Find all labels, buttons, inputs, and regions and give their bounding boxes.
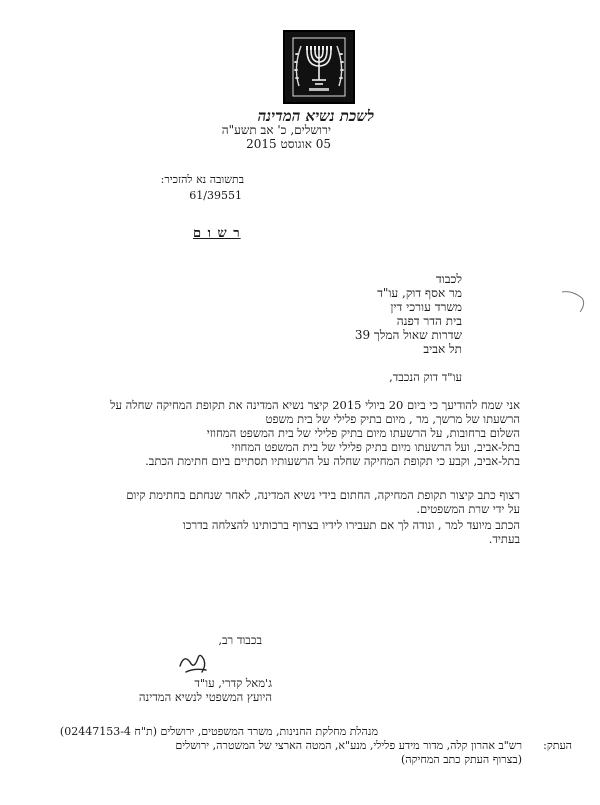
body-line: בעתיד. (488, 532, 520, 546)
registered-mail-label: ר ש ו ם (193, 226, 241, 241)
paper-mark (560, 288, 588, 314)
body-line: הרשעתו של מרשך, מר , מיום בתיק פלילי של בית משפט (265, 412, 520, 426)
office-name: לשכת נשיא המדינה (257, 107, 374, 125)
addressee-to: לכבוד (435, 272, 462, 286)
salutation: עו"ד דוק הנכבד, (389, 370, 462, 384)
addressee-firm: משרד עורכי דין (390, 300, 462, 314)
body-line: הכתב מיועד למר , ונודה לך אם תעבירו לידיו בצרוף ברכותינו להצלחה בדרכו (182, 518, 520, 532)
body-line: בתל-אביב, וקבע כי תקופת המחיקה שחלה על הרשעותיו תסתיים ביום חתימת הכתב. (145, 454, 520, 468)
gregorian-date: 05 אוגוסט 2015 (246, 137, 331, 151)
body-line: על ידי שרת המשפטים. (416, 502, 520, 516)
emblem-graphic (285, 32, 353, 102)
body-line: אני שמח להודיעך כי ביום 20 ביולי 2015 קיצר נשיא המדינה את תקופת המחיקה שחלה על (110, 398, 520, 412)
body-line: רצוף כתב קיצור תקופת המחיקה, החתום בידי נשיא המדינה, לאחר שנחתם בחתימת קיום (126, 488, 520, 502)
body-line: בתל-אביב, ועל הרשעתו מיום בתיק פלילי של בית המשפט המחוזי (231, 440, 520, 454)
copy-line: רש"ב אהרון קלה, מדור מידע פלילי, מנע"א, המטה הארצי של המשטרה, ירושלים (175, 739, 522, 752)
signatory-title: היועץ המשפטי לנשיא המדינה (138, 690, 272, 704)
handwritten-signature (176, 648, 210, 678)
body-line: השלום ברחובות, על הרשעתו מיום בתיק פלילי של בית המשפט המחוזי (206, 426, 520, 440)
addressee-street: שדרות שאול המלך 39 (354, 328, 462, 342)
reply-label: בתשובה נא להזכיר: (160, 173, 244, 186)
copy-line: מנהלת מחלקת החנינות, משרד המשפטים, ירושלים (ת"ח 02447153-4) (59, 725, 378, 738)
copy-line: (בצרוף העתק כתב המחיקה) (400, 753, 522, 766)
addressee-name: מר אסף דוק, עו"ד (377, 286, 462, 300)
menorah-emblem-icon (283, 30, 355, 104)
hebrew-date: ירושלים, כ' אב תשע"ה (221, 123, 331, 137)
copies-label: העתק: (543, 739, 572, 752)
closing-regards: בכבוד רב, (218, 633, 262, 647)
addressee-city: תל אביב (423, 342, 462, 356)
signatory-name: ג'מאל קדרי, עו"ד (194, 676, 272, 690)
addressee-building: בית הדר דפנה (396, 314, 462, 328)
reference-number: 61/39551 (189, 189, 242, 202)
